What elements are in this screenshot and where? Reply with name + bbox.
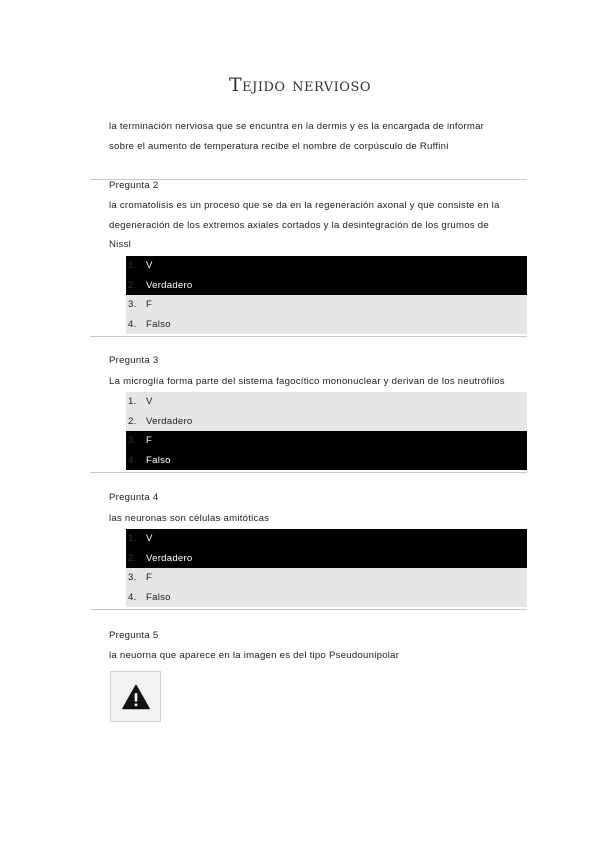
answer-options	[126, 256, 527, 334]
answer-option-selected[interactable]	[126, 549, 527, 569]
question-label: Pregunta 5	[109, 630, 159, 641]
option-number: 1.	[128, 260, 137, 272]
divider	[90, 336, 527, 337]
question-label: Pregunta 4	[109, 492, 159, 503]
option-number: 4.	[128, 318, 137, 330]
question-text-line: la cromatolisis es un proceso que se da en la regeneración axonal y que consiste en la	[109, 200, 500, 211]
option-number: 2.	[128, 415, 137, 427]
image-placeholder	[110, 671, 161, 722]
option-text: V	[146, 260, 153, 272]
option-text: F	[146, 299, 153, 311]
answer-options	[126, 392, 527, 470]
answer-option-selected[interactable]	[126, 529, 527, 549]
answer-option-selected[interactable]	[126, 276, 527, 296]
answer-option[interactable]	[126, 568, 527, 588]
answer-option[interactable]	[126, 315, 527, 335]
intro-line-2: sobre el aumento de temperatura recibe el nombre de corpúsculo de Ruffini	[109, 141, 449, 152]
question-text-line: degeneración de los extremos axiales cortados y la desintegración de los grumos de	[109, 220, 489, 231]
option-number: 2.	[128, 552, 137, 564]
answer-option-selected[interactable]	[126, 431, 527, 451]
answer-option-selected[interactable]	[126, 451, 527, 471]
option-number: 3.	[128, 572, 137, 584]
question-text-line: La microglía forma parte del sistema fagocítico mononuclear y derivan de los neutrófilos	[109, 376, 505, 387]
answer-options	[126, 529, 527, 607]
answer-option[interactable]	[126, 295, 527, 315]
divider	[90, 609, 527, 610]
option-text: V	[146, 533, 153, 545]
answer-option[interactable]	[126, 392, 527, 412]
divider	[90, 472, 527, 473]
question-text-line: las neuronas son células amitóticas	[109, 513, 270, 524]
page-title: Tejido nervioso	[228, 74, 372, 96]
option-text: V	[146, 396, 153, 408]
option-number: 3.	[128, 435, 137, 447]
option-number: 1.	[128, 396, 137, 408]
option-number: 3.	[128, 299, 137, 311]
option-text: Falso	[146, 454, 171, 466]
option-text: F	[146, 572, 153, 584]
option-number: 4.	[128, 591, 137, 603]
warning-icon	[122, 684, 150, 710]
question-text-line: la neuorna que aparece en la imagen es del tipo Pseudounipolar	[109, 650, 400, 661]
answer-option[interactable]	[126, 412, 527, 432]
option-text: Verdadero	[146, 279, 193, 291]
answer-option[interactable]	[126, 588, 527, 608]
option-number: 1.	[128, 533, 137, 545]
option-text: F	[146, 435, 153, 447]
option-text: Verdadero	[146, 552, 193, 564]
question-label: Pregunta 2	[109, 180, 159, 191]
option-number: 4.	[128, 454, 137, 466]
intro-line-1: la terminación nerviosa que se encuntra en la dermis y es la encargada de informar	[109, 121, 485, 132]
option-text: Falso	[146, 318, 171, 330]
option-text: Verdadero	[146, 415, 193, 427]
question-text-line: Nissl	[109, 239, 132, 250]
answer-option-selected[interactable]	[126, 256, 527, 276]
option-number: 2.	[128, 279, 137, 291]
question-label: Pregunta 3	[109, 355, 159, 366]
option-text: Falso	[146, 591, 171, 603]
